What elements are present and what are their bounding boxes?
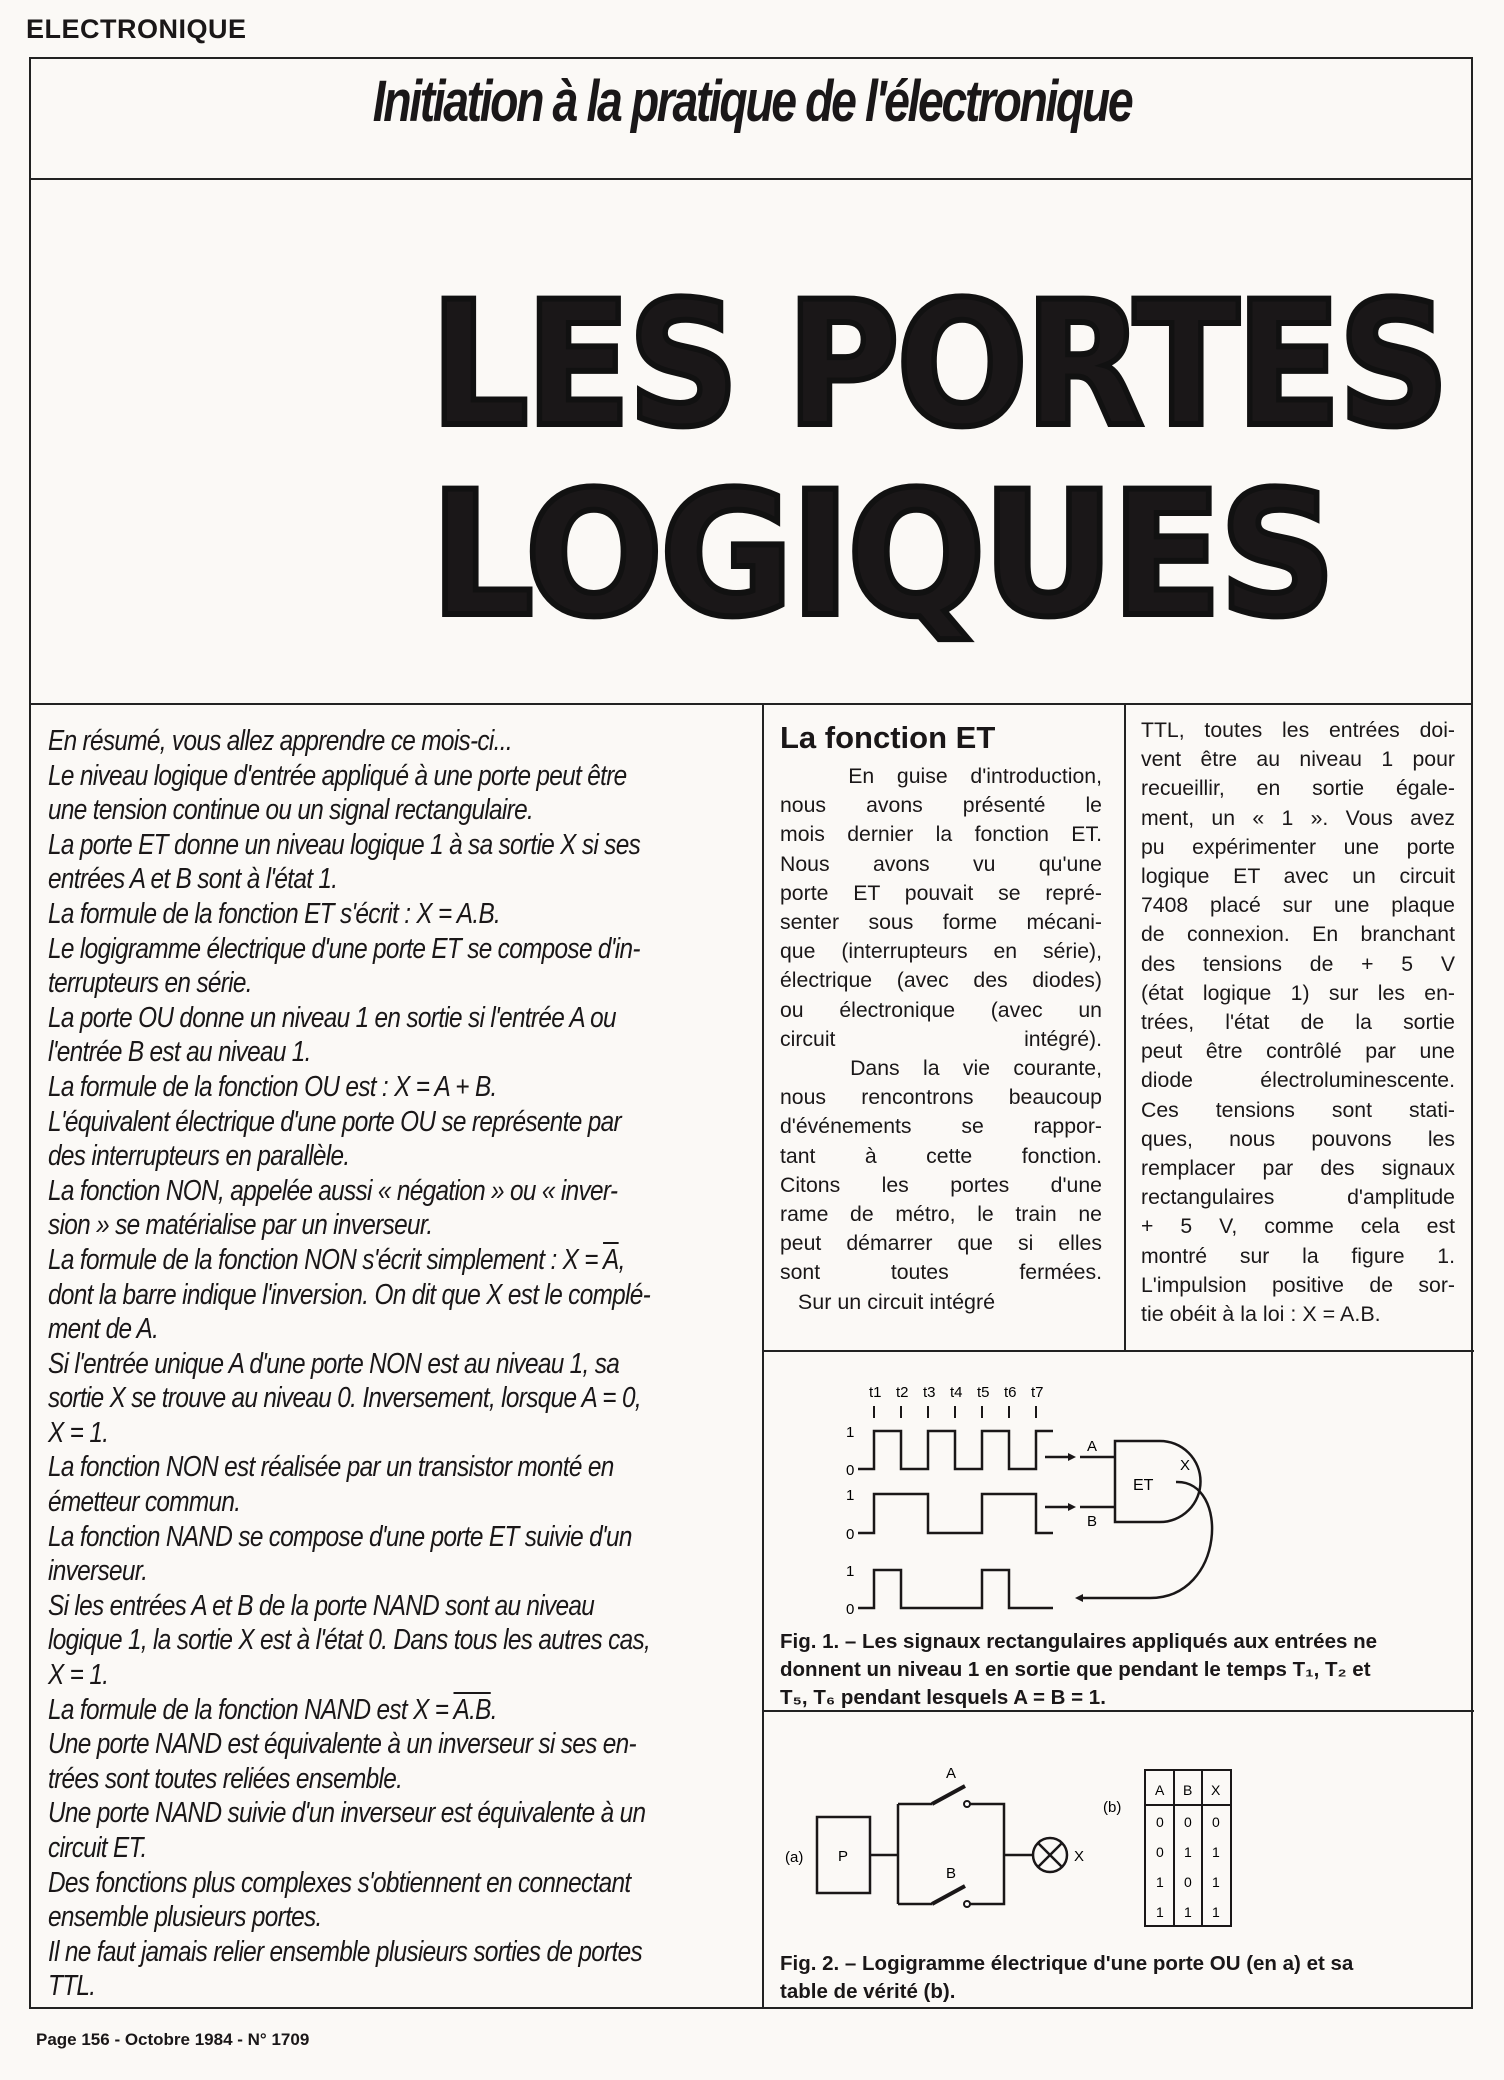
level-label: 1	[846, 1424, 855, 1441]
label-b: (b)	[1103, 1799, 1122, 1816]
summary-text: La porte ET donne un niveau logique 1 à sa sortie X si ses	[48, 828, 641, 861]
article-line: Dans la vie courante,	[780, 1056, 1102, 1081]
summary-text: La formule de la fonction OU est : X = A + B.	[48, 1070, 497, 1103]
waveform-b	[858, 1494, 1053, 1533]
switch	[932, 1886, 965, 1904]
article-line: rame de métro, le train ne	[780, 1202, 1102, 1227]
article-line: trées, l'état de la sortie	[1141, 1010, 1455, 1035]
level-label: 1	[846, 1487, 855, 1504]
article-line: rectangulaires d'amplitude	[1141, 1185, 1455, 1210]
caption-line: table de vérité (b).	[780, 1980, 956, 2003]
table-cell: 1	[1184, 1844, 1192, 1860]
article-line: diode électroluminescente.	[1141, 1068, 1455, 1093]
summary-text: trées sont toutes reliées ensemble.	[48, 1762, 403, 1795]
circuit-wires	[870, 1804, 1033, 1904]
tick-label: t2	[896, 1384, 909, 1401]
caption-line: Fig. 2. – Logigramme électrique d'une porte OU (en a) et sa	[780, 1952, 1354, 1975]
article-line: Ces tensions sont stati-	[1141, 1097, 1455, 1122]
summary-text: Le logigramme électrique d'une porte ET se compose d'in-	[48, 932, 640, 965]
article-line: peut démarrer que si elles	[780, 1231, 1102, 1256]
article-line: vent être au niveau 1 pour	[1141, 747, 1455, 772]
summary-text: sion » se matérialise par un inverseur.	[48, 1209, 433, 1242]
table-cell: 1	[1184, 1904, 1192, 1920]
table-header: B	[1183, 1782, 1193, 1798]
article-line: de connexion. En branchant	[1141, 922, 1455, 947]
article-line: nous rencontrons beaucoup	[780, 1085, 1102, 1110]
tick-label: t4	[950, 1384, 963, 1401]
table-cell: 1	[1156, 1874, 1164, 1890]
table-cell: 0	[1184, 1814, 1192, 1830]
level-label: 0	[846, 1526, 855, 1543]
punct: ,	[618, 1243, 625, 1276]
summary-text: entrées A et B sont à l'état 1.	[48, 863, 338, 896]
table-cell: 0	[1156, 1814, 1164, 1830]
article-line: TTL, toutes les entrées doi-	[1141, 718, 1455, 742]
article-line: mois dernier la fonction ET.	[780, 822, 1102, 847]
arrow-head	[1068, 1503, 1076, 1511]
article-line: Sur un circuit intégré	[780, 1289, 996, 1314]
box-label: P	[838, 1848, 849, 1865]
article-line: logique ET avec un circuit	[1141, 864, 1455, 889]
summary-text: La fonction NON, appelée aussi « négation » ou « inver-	[48, 1174, 618, 1207]
summary-text: une tension continue ou un signal rectangulaire.	[48, 794, 534, 827]
summary-text: En résumé, vous allez apprendre ce mois-ci...	[48, 725, 512, 757]
input-a-label: A	[1087, 1438, 1098, 1455]
arrow-head	[1075, 1594, 1083, 1602]
article-line: tie obéit à la loi : X = A.B.	[1141, 1302, 1381, 1327]
lamp-label: X	[1074, 1848, 1085, 1865]
fig1-caption	[780, 1628, 1460, 1712]
caption-line: T₅, T₆ pendant lesquels A = B = 1.	[780, 1686, 1106, 1709]
article-line: montré sur la figure 1.	[1141, 1243, 1455, 1268]
summary-text: ensemble plusieurs portes.	[48, 1901, 322, 1934]
article-line: En guise d'introduction,	[780, 764, 1102, 788]
level-label: 0	[846, 1462, 855, 1479]
article-line: 7408 placé sur une plaque	[1141, 893, 1455, 918]
summary-text: l'entrée B est au niveau 1.	[48, 1036, 311, 1069]
summary-text: La porte OU donne un niveau 1 en sortie si l'entrée A ou	[48, 1001, 616, 1034]
overlined-term: $\overline{A}$	[603, 1243, 619, 1276]
output-wire	[1083, 1482, 1212, 1598]
summary-text: Une porte NAND suivie d'un inverseur est équivalente à un	[48, 1797, 646, 1830]
article-line: porte ET pouvait se repré-	[780, 880, 1102, 905]
switch-label: B	[946, 1865, 957, 1882]
article-line: ques, nous pouvons les	[1141, 1126, 1455, 1151]
summary-text: terrupteurs en série.	[48, 967, 252, 1000]
summary-text: TTL.	[48, 1970, 96, 2003]
summary-text: La formule de la fonction ET s'écrit : X = A.B.	[48, 897, 501, 930]
summary-text: Si les entrées A et B de la porte NAND sont au niveau	[48, 1589, 595, 1622]
article-line: + 5 V, comme cela est	[1141, 1214, 1455, 1239]
waveform-x	[858, 1570, 1053, 1608]
article-line: senter sous forme mécani-	[780, 910, 1102, 935]
article-heading: La fonction ET	[780, 720, 996, 755]
title-line-2: LOGIQUES	[430, 454, 1333, 655]
summary-text: Des fonctions plus complexes s'obtiennent en connectant	[48, 1866, 631, 1899]
summary-text: Si l'entrée unique A d'une porte NON est au niveau 1, sa	[48, 1347, 620, 1380]
table-header: A	[1155, 1782, 1165, 1798]
article-line: d'événements se rappor-	[780, 1114, 1102, 1139]
summary-text: émetteur commun.	[48, 1486, 241, 1519]
table-header: X	[1211, 1782, 1221, 1798]
switch-label: A	[946, 1765, 957, 1782]
tick-label: t7	[1031, 1384, 1044, 1401]
summary-text: X = 1.	[48, 1416, 109, 1449]
summary-text: Une porte NAND est équivalente à un inverseur si ses en-	[48, 1728, 636, 1761]
lamp-cross	[1038, 1843, 1062, 1867]
article-line: (état logique 1) sur les en-	[1141, 980, 1455, 1005]
overlined-term: A.B	[453, 1693, 491, 1726]
summary-text: Le niveau logique d'entrée appliqué à une porte peut être	[48, 759, 627, 792]
summary-text: Il ne faut jamais relier ensemble plusieurs sorties de portes	[48, 1935, 643, 1968]
output-label: X	[1180, 1457, 1191, 1474]
level-label: 0	[846, 1601, 855, 1618]
kicker-title: Initiation à la pratique de l'électronique	[372, 69, 1132, 134]
tick-label: t6	[1004, 1384, 1017, 1401]
table-cell: 1	[1212, 1904, 1220, 1920]
article-line: ment, un « 1 ». Vous avez	[1141, 805, 1455, 830]
article-line: ou électronique (avec un	[780, 997, 1102, 1022]
table-cell: 1	[1212, 1844, 1220, 1860]
table-cell: 0	[1212, 1814, 1220, 1830]
article-line: remplacer par des signaux	[1141, 1156, 1455, 1181]
section-header: ELECTRONIQUE	[26, 14, 247, 44]
summary-text: des interrupteurs en parallèle.	[48, 1140, 350, 1173]
arrow-head	[1068, 1453, 1076, 1461]
article-line: Nous avons vu qu'une	[780, 851, 1102, 876]
table-cell: 1	[1156, 1904, 1164, 1920]
article-line: L'impulsion positive de sor-	[1141, 1272, 1455, 1297]
article-line: tant à cette fonction.	[780, 1143, 1102, 1168]
summary-text: inverseur.	[48, 1555, 148, 1588]
switch-contact	[964, 1901, 970, 1907]
article-line: que (interrupteurs en série),	[780, 939, 1102, 964]
table-cell: 0	[1156, 1844, 1164, 1860]
label-a: (a)	[785, 1849, 804, 1866]
table-cell: 1	[1212, 1874, 1220, 1890]
table-cell: 0	[1184, 1874, 1192, 1890]
article-line: circuit intégré).	[780, 1026, 1102, 1051]
article-line: des tensions de + 5 V	[1141, 951, 1455, 976]
summary-text: ment de A.	[48, 1313, 159, 1346]
tick-label: t3	[923, 1384, 936, 1401]
fig2-caption	[780, 1950, 1460, 2006]
caption-line: donnent un niveau 1 en sortie que pendant le temps T₁, T₂ et	[780, 1658, 1371, 1681]
article-line: sont toutes fermées.	[780, 1260, 1102, 1285]
switch	[932, 1786, 965, 1804]
switch-contact	[964, 1801, 970, 1807]
article-line: électrique (avec des diodes)	[780, 968, 1102, 993]
gate-label: ET	[1133, 1477, 1154, 1494]
punct: .	[490, 1693, 497, 1726]
summary-text: circuit ET.	[48, 1832, 147, 1864]
article-line: pu expérimenter une porte	[1141, 834, 1455, 859]
article-line: Citons les portes d'une	[780, 1172, 1102, 1197]
waveform-a	[858, 1431, 1053, 1469]
article-line: nous avons présenté le	[780, 793, 1102, 818]
summary-text: sortie X se trouve au niveau 0. Inversement, lorsque A = 0,	[48, 1382, 641, 1415]
summary-text: dont la barre indique l'inversion. On dit que X est le complé-	[48, 1278, 651, 1311]
summary-text: La formule de la fonction NON s'écrit simplement : X =	[48, 1243, 604, 1276]
caption-line: Fig. 1. – Les signaux rectangulaires appliqués aux entrées ne	[780, 1630, 1377, 1653]
input-b-label: B	[1087, 1513, 1098, 1530]
summary-text: La formule de la fonction NAND est X =	[48, 1693, 454, 1726]
tick-label: t5	[977, 1384, 990, 1401]
page-footer: Page 156 - Octobre 1984 - N° 1709	[36, 2030, 310, 2049]
article-line: recueillir, en sortie égale-	[1141, 776, 1455, 801]
title-line-1: LES PORTES	[430, 264, 1447, 465]
tick-label: t1	[869, 1384, 882, 1401]
summary-text: La fonction NON est réalisée par un transistor monté en	[48, 1451, 614, 1484]
summary-text: L'équivalent électrique d'une porte OU se représente par	[48, 1105, 621, 1138]
article-line: peut être contrôlé par une	[1141, 1039, 1455, 1064]
summary-text: La fonction NAND se compose d'une porte ET suivie d'un	[48, 1520, 632, 1553]
summary-text: logique 1, la sortie X est à l'état 0. Dans tous les autres cas,	[48, 1624, 651, 1657]
level-label: 1	[846, 1563, 855, 1580]
and-gate	[1115, 1441, 1201, 1522]
summary-text: X = 1.	[48, 1659, 109, 1692]
